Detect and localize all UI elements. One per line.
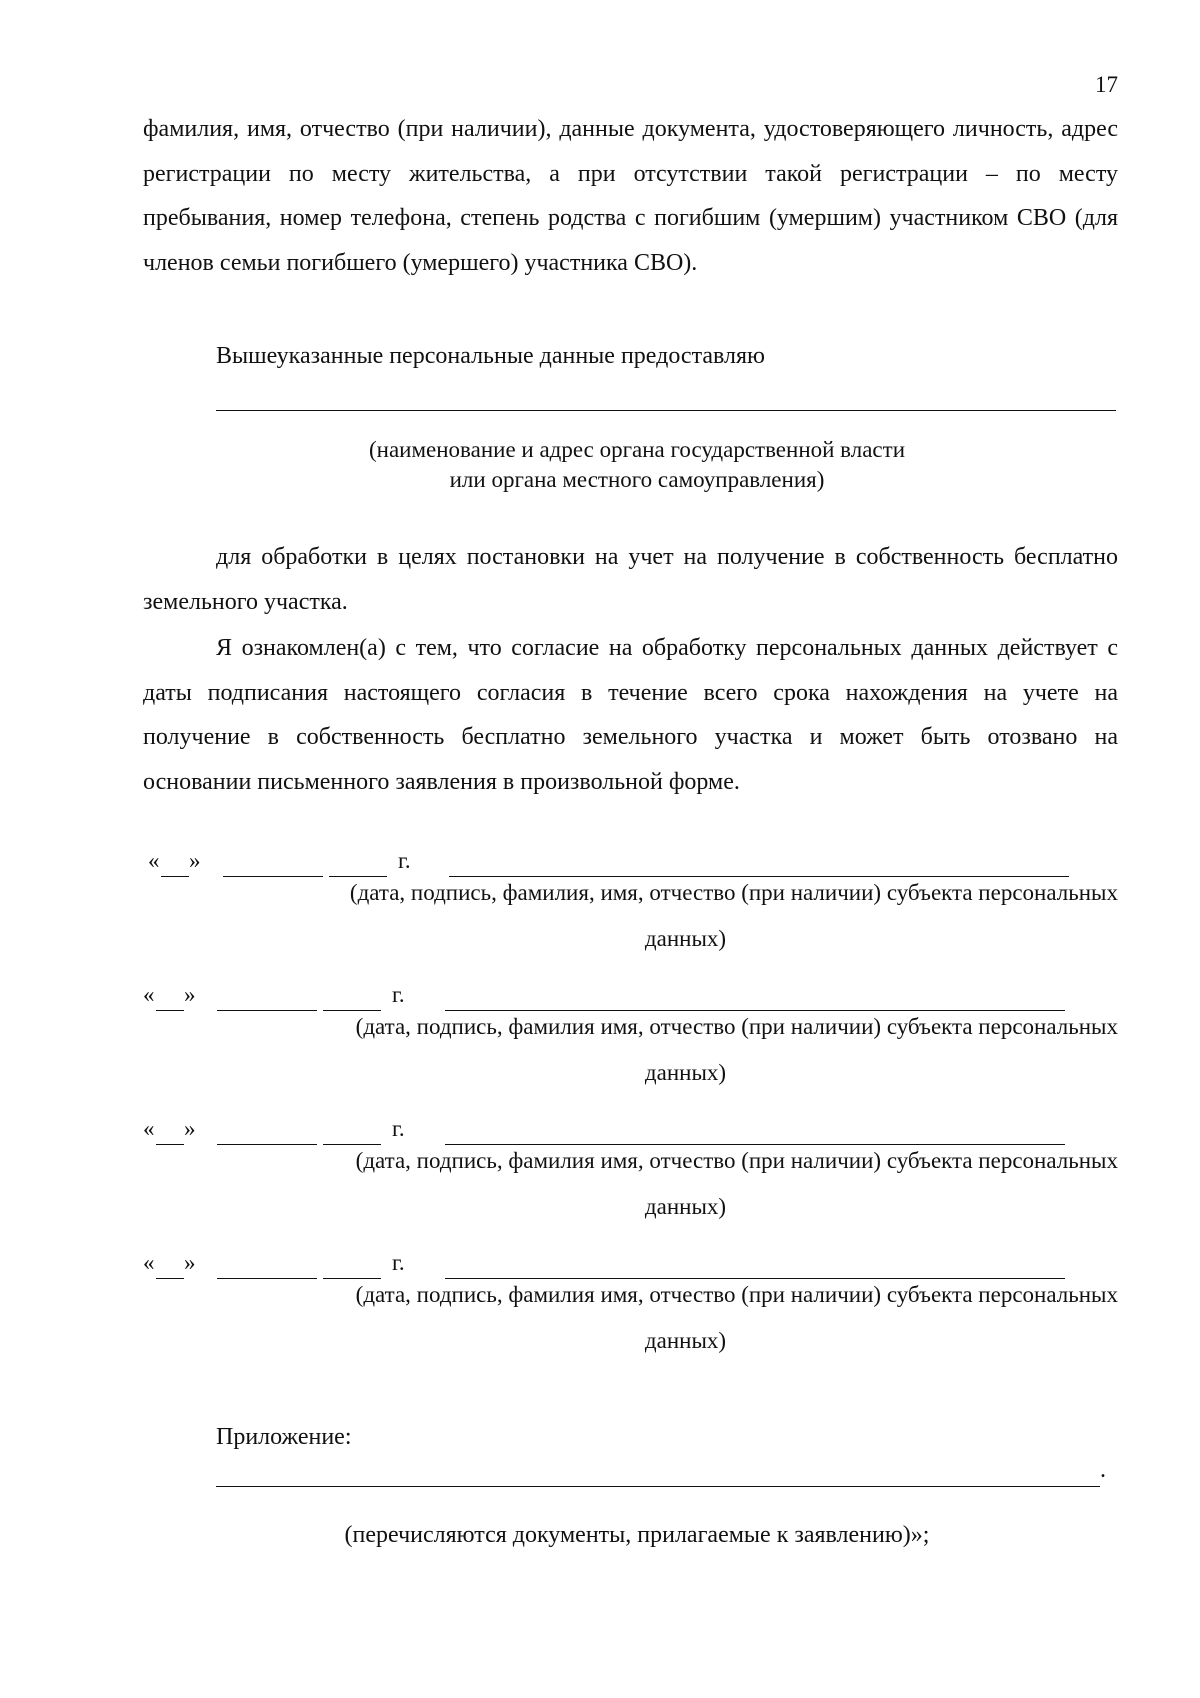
paragraph-personal-data-list: фамилия, имя, отчество (при наличии), данные документа, удостоверяющего личность, адрес регистрации по месту жительства, а при отсутствии такой регистрации – по месту пребывания, номер телефона, степень родства с погибшим (умершим) участником СВО (для членов семьи погибшего (умершего) участника СВО). [143, 116, 1118, 276]
close-quote: » [184, 1116, 196, 1141]
caption-organ-line2: или органа местного самоуправления) [449, 467, 825, 492]
signature-caption-line1: (дата, подпись, фамилия имя, отчество (при наличии) субъекта персональных [355, 1148, 1118, 1173]
year-suffix: г. [392, 1250, 405, 1275]
year-suffix: г. [392, 982, 405, 1007]
signature-caption-line2: данных) [644, 1194, 727, 1219]
open-quote: « [143, 982, 155, 1007]
open-quote: « [143, 1116, 155, 1141]
year-suffix: г. [392, 1116, 405, 1141]
signature-caption-line2: данных) [644, 926, 727, 951]
paragraph-provide-data: Вышеуказанные персональные данные предоставляю [216, 343, 765, 369]
close-quote: » [189, 848, 201, 873]
open-quote: « [143, 1250, 155, 1275]
attachment-blank-line [216, 1486, 1100, 1487]
signature-caption-line1: (дата, подпись, фамилия имя, отчество (при наличии) субъекта персональных [355, 1014, 1118, 1039]
signature-caption [143, 1272, 1118, 1364]
organ-blank-line [216, 410, 1116, 411]
close-quote: » [184, 982, 196, 1007]
close-quote: » [184, 1250, 196, 1275]
signature-caption-line2: данных) [644, 1328, 727, 1353]
signature-caption-line1: (дата, подпись, фамилия имя, отчество (при наличии) субъекта персональных [355, 1282, 1118, 1307]
attachment-caption: (перечисляются документы, прилагаемые к заявлению)»; [344, 1522, 930, 1548]
signature-caption [143, 1138, 1118, 1230]
signature-caption [143, 1004, 1118, 1096]
paragraph-consent-validity: Я ознакомлен(а) с тем, что согласие на обработку персональных данных действует с даты подписания настоящего согласия в течение всего срока нахождения на учете на получение в собственность бесплатно земельного участка и может быть отозвано на основании письменного заявления в произвольной форме. [143, 635, 1118, 795]
year-suffix: г. [398, 848, 411, 873]
caption-organ-line1: (наименование и адрес органа государственной власти [369, 437, 905, 462]
paragraph-processing-purpose: для обработки в целях постановки на учет на получение в собственность бесплатно земельного участка. [143, 544, 1118, 615]
page-number: 17 [1095, 72, 1118, 97]
signature-caption [143, 870, 1118, 962]
signature-caption-line1: (дата, подпись, фамилия, имя, отчество (при наличии) субъекта персональных [349, 880, 1118, 905]
signature-caption-line2: данных) [644, 1060, 727, 1085]
attachment-line-end: . [1100, 1457, 1106, 1483]
attachment-label: Приложение: [216, 1424, 352, 1450]
open-quote: « [148, 848, 160, 873]
